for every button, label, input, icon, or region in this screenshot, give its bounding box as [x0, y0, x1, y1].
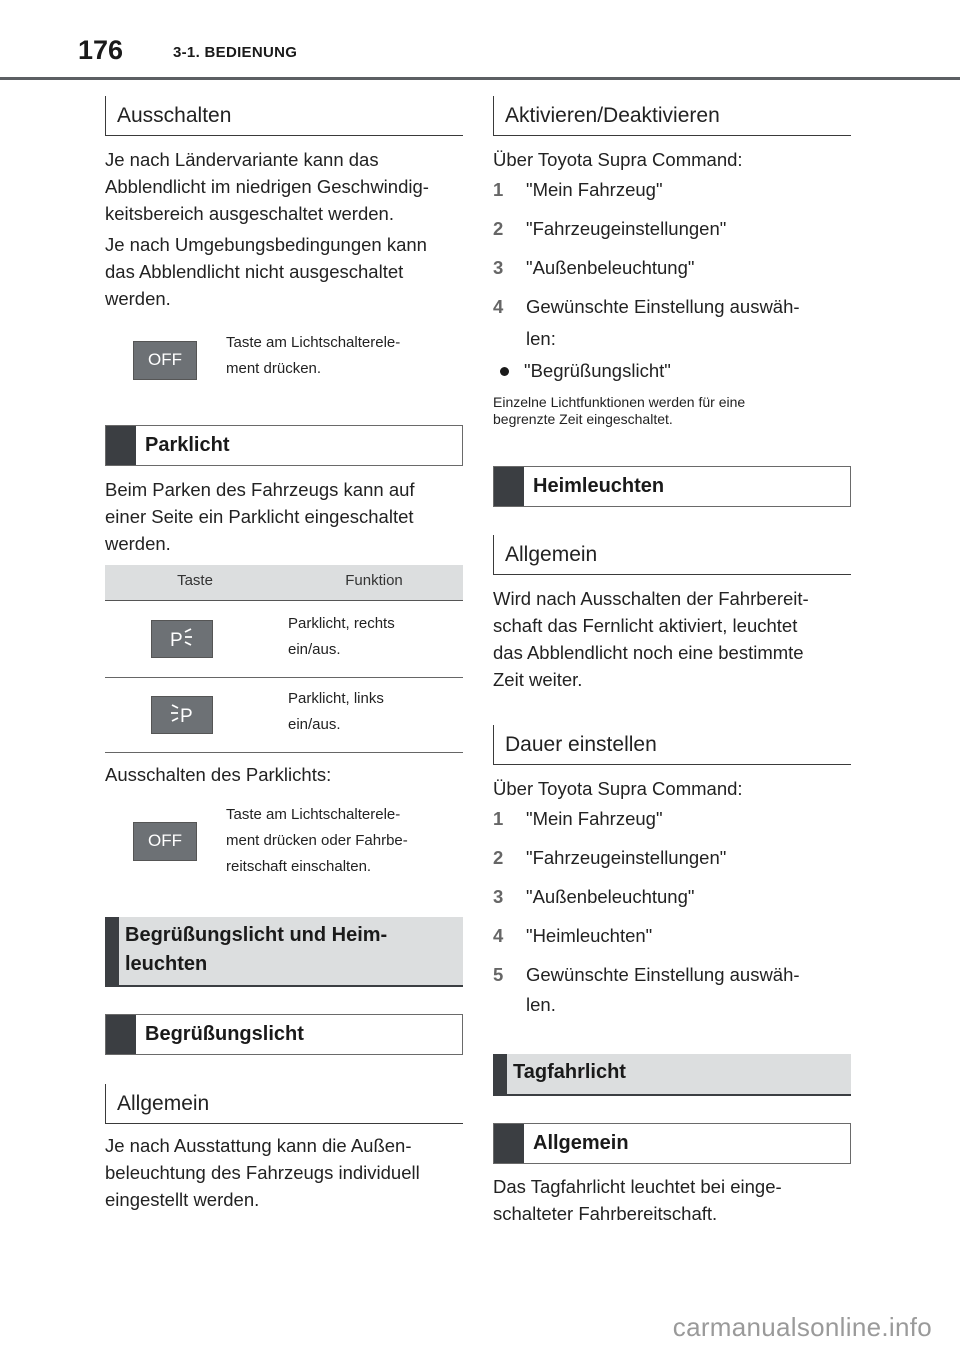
ausschalten-paragraph-2: Je nach Umgebungsbedingungen kann das Abblendlicht nicht ausgeschaltet werden. [105, 234, 427, 309]
heading-tagfahrlicht: Tagfahrlicht [493, 1054, 851, 1096]
aktivieren-note: Einzelne Lichtfunktionen werden für eine begrenzte Zeit eingeschaltet. [493, 394, 746, 427]
bullet-begruessungslicht: "Begrüßungslicht" [493, 358, 851, 384]
tagfahrlicht-paragraph: Das Tagfahrlicht leuchtet bei einge- schalteter Fahrbereitschaft. [493, 1176, 782, 1224]
off-key-icon: OFF [133, 822, 197, 861]
list-item: 3 "Außenbeleuchtung" [493, 886, 695, 907]
heading-aktivieren-deaktivieren: Aktivieren/Deaktivieren [493, 96, 851, 136]
heading-allgemein: Allgemein [105, 1084, 463, 1124]
list-item: 1 "Mein Fahrzeug" [493, 808, 663, 829]
parklicht-off-text: Ausschalten des Parklichts: [105, 764, 332, 785]
aktivieren-intro: Über Toyota Supra Command: [493, 149, 743, 170]
list-item: 1 "Mein Fahrzeug" [493, 179, 663, 200]
list-item: 3 "Außenbeleuchtung" [493, 257, 695, 278]
key-off-row-2: OFF Taste am Lichtschalterele- ment drücken oder Fahrbe- reitschaft einschalten. [105, 802, 463, 880]
heading-parklicht: Parklicht [105, 425, 463, 466]
table-header-funktion: Funktion [345, 572, 403, 589]
header-rule [0, 77, 960, 80]
table-row: P Parklicht, links ein/aus. [105, 678, 463, 753]
dauer-steps [493, 806, 851, 1031]
list-item: 2 "Fahrzeugeinstellungen" [493, 847, 727, 868]
heading-bar [494, 467, 524, 506]
table-row: P Parklicht, rechts ein/aus. [105, 601, 463, 678]
table-header-taste: Taste [177, 572, 213, 589]
heading-bar [106, 1015, 136, 1054]
ausschalten-paragraph-1: Je nach Ländervariante kann das Abblendlicht im niedrigen Geschwindig- keitsbereich ausgeschaltet werden. [105, 149, 429, 224]
heading-bar [494, 1124, 524, 1163]
aktivieren-steps [493, 177, 851, 365]
list-item: 5 Gewünschte Einstellung auswäh- len. [493, 964, 800, 1015]
heading-bar [493, 1054, 507, 1094]
key-off-row-1: OFF Taste am Lichtschalterele- ment drücken. [105, 330, 463, 382]
table-header [105, 565, 463, 601]
list-item: 4 Gewünschte Einstellung auswäh- len: [493, 296, 800, 349]
heading-dauer-einstellen: Dauer einstellen [493, 725, 851, 765]
heading-allgemein-tagfahrlicht: Allgemein [493, 1123, 851, 1164]
heading-begruessung-heimleuchten: Begrüßungslicht und Heim- leuchten [105, 917, 463, 987]
heading-bar [106, 426, 136, 465]
parklicht-table [105, 565, 463, 753]
watermark: carmanualsonline.info [672, 1312, 932, 1342]
heading-begruessungslicht: Begrüßungslicht [105, 1014, 463, 1055]
bullet-icon [500, 367, 509, 376]
parking-light-left-icon [151, 696, 213, 734]
page-header [0, 0, 960, 80]
parklicht-paragraph: Beim Parken des Fahrzeugs kann auf einer Seite ein Parklicht eingeschaltet werden. [105, 479, 415, 554]
parking-light-right-icon [151, 620, 213, 658]
list-item: 2 "Fahrzeugeinstellungen" [493, 218, 727, 239]
page-number: 176 [78, 35, 124, 65]
dauer-intro: Über Toyota Supra Command: [493, 778, 743, 799]
heading-heimleuchten: Heimleuchten [493, 466, 851, 507]
heading-bar [105, 917, 119, 985]
off-key-icon: OFF [133, 341, 197, 380]
heading-allgemein: Allgemein [493, 535, 851, 575]
heimleuchten-paragraph: Wird nach Ausschalten der Fahrbereit- schaft das Fernlicht aktiviert, leuchtet das Abblendlicht noch eine bestimmte Zeit weiter. [493, 588, 809, 690]
svg-text:P: P [169, 630, 183, 650]
svg-text:P: P [179, 706, 193, 726]
chapter-title: 3-1. BEDIENUNG [173, 44, 298, 61]
heading-ausschalten: Ausschalten [105, 96, 463, 136]
list-item: 4 "Heimleuchten" [493, 925, 653, 946]
allgemein-paragraph: Je nach Ausstattung kann die Außen- beleuchtung des Fahrzeugs individuell eingestellt werden. [105, 1135, 420, 1210]
